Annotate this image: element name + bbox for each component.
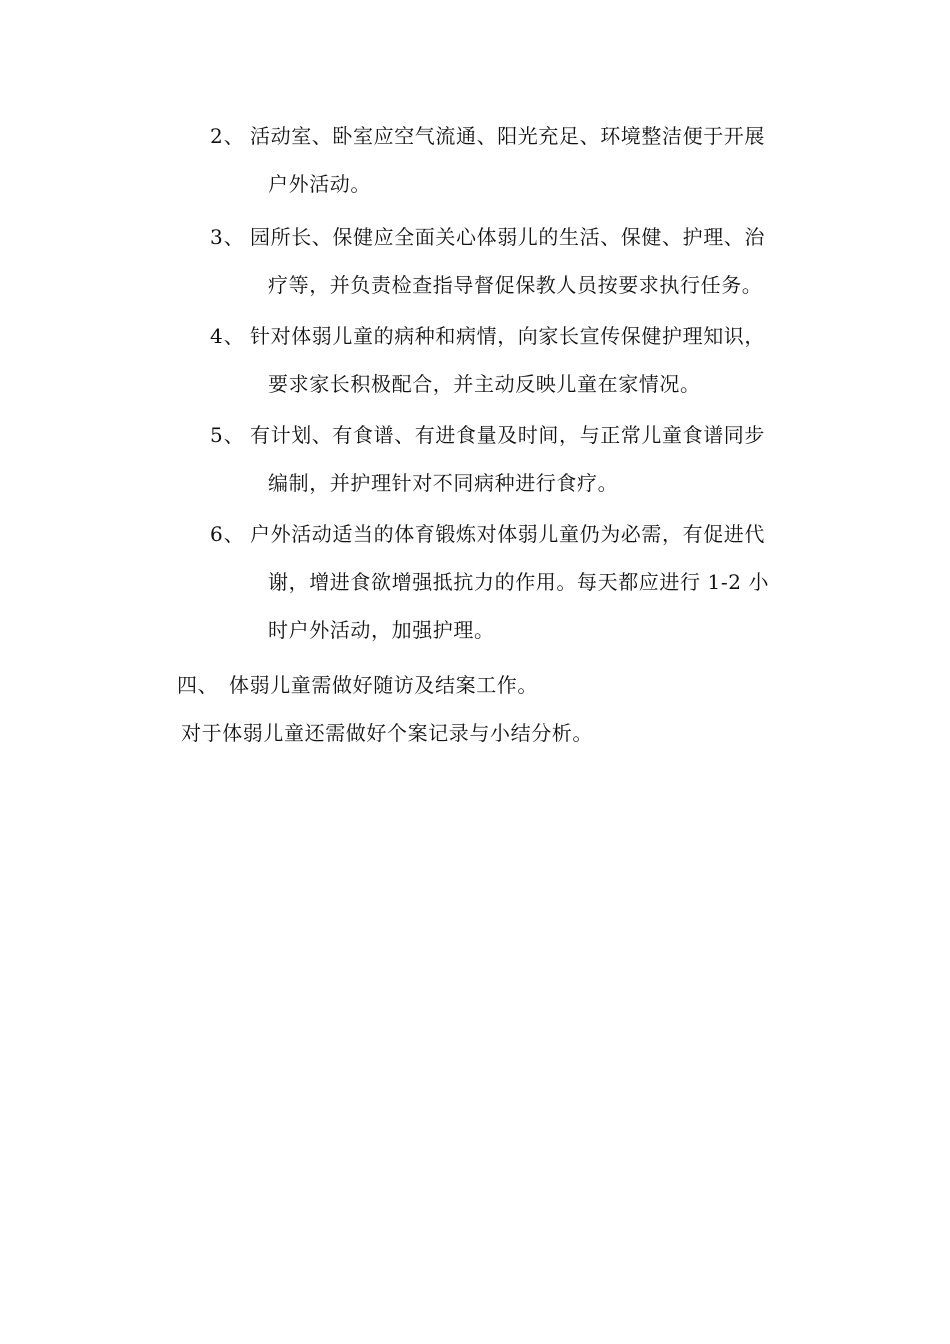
section-number: 四、 xyxy=(177,673,219,697)
list-item-line: 户外活动。 xyxy=(268,172,371,196)
section-title: 体弱儿童需做好随访及结案工作。 xyxy=(229,673,538,697)
list-item-number: 5、 xyxy=(210,423,245,447)
list-item-line: 疗等，并负责检查指导督促保教人员按要求执行任务。 xyxy=(268,273,763,297)
list-item-line: 户外活动适当的体育锻炼对体弱儿童仍为必需，有促进代 xyxy=(250,522,765,546)
list-item-line: 针对体弱儿童的病种和病情，向家长宣传保健护理知识， xyxy=(250,324,765,348)
list-item-line: 时户外活动，加强护理。 xyxy=(268,618,495,642)
summary-paragraph: 对于体弱儿童还需做好个案记录与小结分析。 xyxy=(181,721,593,745)
list-item-number: 4、 xyxy=(210,324,245,348)
list-item-number: 3、 xyxy=(210,225,245,249)
list-item-line: 园所长、保健应全面关心体弱儿的生活、保健、护理、治 xyxy=(250,225,765,249)
list-item-line: 有计划、有食谱、有进食量及时间，与正常儿童食谱同步 xyxy=(250,423,765,447)
list-item-line: 要求家长积极配合，并主动反映儿童在家情况。 xyxy=(268,372,701,396)
list-item-line: 编制，并护理针对不同病种进行食疗。 xyxy=(268,471,619,495)
section-heading xyxy=(177,673,538,697)
list-item-line: 谢，增进食欲增强抵抗力的作用。每天都应进行 1-2 小 xyxy=(268,570,770,594)
list-item-line: 活动室、卧室应空气流通、阳光充足、环境整洁便于开展 xyxy=(250,124,765,148)
list-item-number: 2、 xyxy=(210,124,245,148)
list-item-number: 6、 xyxy=(210,522,245,546)
